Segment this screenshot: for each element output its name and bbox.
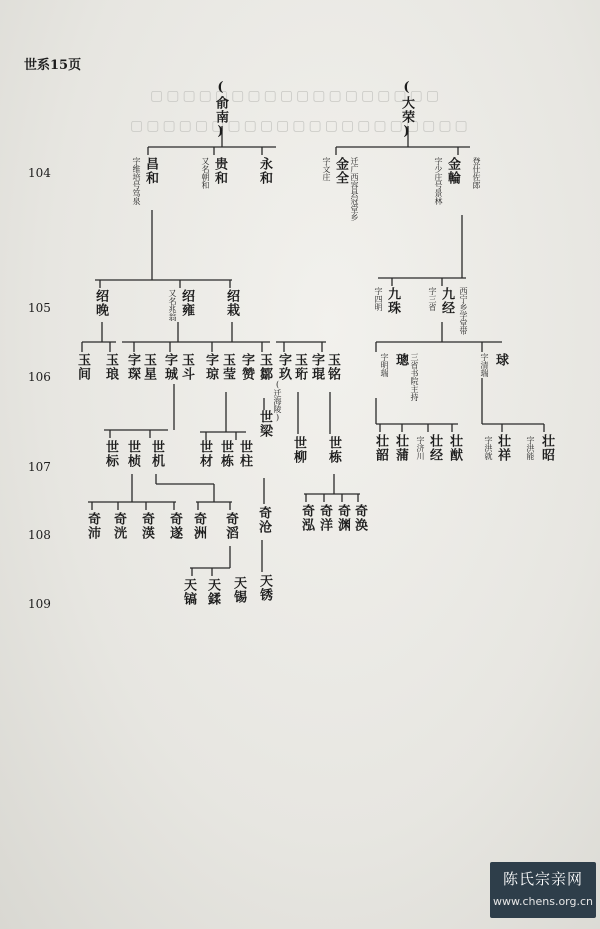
person-shaowan: 绍晚 (93, 289, 108, 317)
person-jiuzhu: 九珠 (385, 287, 400, 315)
person-note: 字明瑞 (380, 353, 389, 377)
person-zhuangzhao: 壮昭 (539, 434, 554, 462)
person-shizhen: 世桢 (125, 440, 140, 468)
person-note: 字维培号笃泉 (132, 157, 141, 205)
person-shaozai: 绍栽 (224, 289, 239, 317)
person-yonghe: 永和 (257, 157, 272, 185)
ancestor-darong: (大荣) (399, 80, 414, 140)
person-note: 字少庄号景林 (434, 157, 443, 205)
person-yujian: 玉间 (75, 353, 90, 381)
person-shizhu: 世柱 (237, 440, 252, 468)
person-yuzou-zi: 字赞 (239, 353, 254, 381)
person-qiying: 奇渶 (139, 512, 154, 540)
person-qisui: 奇遂 (167, 512, 182, 540)
person-yuxing: 玉星 (141, 353, 156, 381)
person-yuzou: 玉鄒 (257, 353, 272, 381)
person-shibiao: 世标 (103, 440, 118, 468)
person-tianxi: 天锡 (231, 576, 246, 604)
person-note: 又名兆翁 (168, 289, 177, 321)
person-jinlun: 金輪 (445, 157, 460, 185)
person-note: 字清瑞 (480, 353, 489, 377)
person-yuming-zi: 字琨 (309, 353, 324, 381)
generation-label: 108 (28, 528, 51, 542)
person-zhuangxiang: 壮祥 (495, 434, 510, 462)
generation-label: 104 (28, 166, 51, 180)
person-shidong: 世栋 (218, 440, 233, 468)
person-note: 字文庄 (322, 157, 331, 181)
person-qiyuan: 奇渊 (335, 504, 350, 532)
person-yuming: 玉铭 (325, 353, 340, 381)
person-qihong: 奇泓 (299, 504, 314, 532)
watermark-title: 陈氏宗亲网 (502, 870, 583, 888)
generation-label: 106 (28, 370, 51, 384)
person-qicang: 奇沧 (256, 506, 271, 534)
person-zhuangjing: 壮经 (427, 434, 442, 462)
person-zhuangshao: 壮韶 (373, 434, 388, 462)
person-shicai: 世材 (197, 440, 212, 468)
person-yuying-zi: 字琼 (203, 353, 218, 381)
person-yuheng: 玉珩 (292, 353, 307, 381)
person-jinquan: 金全 (333, 157, 348, 185)
person-qiu: 球 (493, 353, 508, 367)
person-tianlin: 天鍒 (205, 578, 220, 606)
show-through-text: ▢▢▢▢▢▢▢▢▢▢▢▢▢▢▢▢▢▢▢▢▢ (130, 118, 471, 134)
ancestor-yunan: (俞南) (213, 80, 228, 140)
person-shiliu: 世柳 (291, 436, 306, 464)
person-note: 字四明 (374, 287, 383, 311)
generation-label: 107 (28, 460, 51, 474)
person-qitao: 奇滔 (223, 512, 238, 540)
person-shiji: 世机 (149, 440, 164, 468)
person-note: 字三省 (428, 287, 437, 311)
site-watermark (490, 862, 596, 918)
person-qiguang: 奇洸 (111, 512, 126, 540)
person-shidong2: 世栋 (326, 436, 341, 464)
person-note: 字济川 (416, 436, 425, 460)
person-note: 登仕佐郎 (472, 157, 481, 189)
person-qihuan: 奇涣 (352, 504, 367, 532)
person-tianxiu: 天锈 (257, 574, 272, 602)
generation-label: 109 (28, 597, 51, 611)
person-cong: 璁 (393, 353, 408, 367)
person-qiyang: 奇洋 (317, 504, 332, 532)
person-qipei: 奇沛 (85, 512, 100, 540)
person-tiangao: 天镐 (181, 578, 196, 606)
person-zhuangxian: 壮猷 (447, 434, 462, 462)
person-shaoyong: 绍雍 (179, 289, 194, 317)
person-note: 字洪能 (526, 436, 535, 460)
person-note: 迁广西容县冠堂乡 (350, 157, 359, 221)
person-zhuangpu: 壮蒲 (393, 434, 408, 462)
person-note: 字洪就 (484, 436, 493, 460)
person-note: 西宁乡学堂带 (459, 287, 468, 335)
person-yuheng-zi: 字玖 (276, 353, 291, 381)
page-header: 世系15页 (24, 58, 82, 73)
person-note: (迁海陵) (273, 380, 282, 422)
person-yulang: 玉琅 (103, 353, 118, 381)
generation-label: 105 (28, 301, 51, 315)
person-guihe: 贵和 (212, 157, 227, 185)
show-through-text: ▢▢▢▢▢▢▢▢▢▢▢▢▢▢▢▢▢▢ (150, 88, 443, 104)
watermark-url: www.chens.org.cn (492, 895, 594, 908)
person-yudou: 玉斗 (179, 353, 194, 381)
person-shiliang: 世梁 (257, 410, 272, 438)
person-changhe: 昌和 (143, 157, 158, 185)
person-yuying: 玉莹 (220, 353, 235, 381)
person-qizhou: 奇洲 (191, 512, 206, 540)
person-note: 三省书院主持 (410, 353, 419, 401)
person-jiujing: 九经 (439, 287, 454, 315)
person-note: 又名朝和 (201, 157, 210, 189)
person-yuxing-zi: 字琛 (125, 353, 140, 381)
person-yudou-zi: 字珹 (162, 353, 177, 381)
